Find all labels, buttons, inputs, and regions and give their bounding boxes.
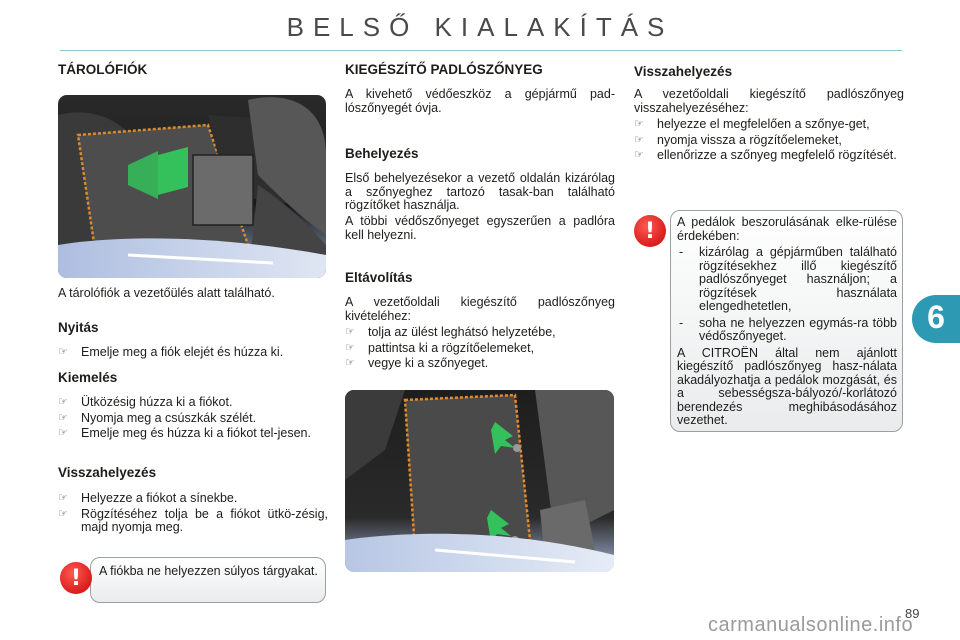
list-item: ☞ Rögzítéséhez tolja be a fiókot ütkö-zésig, majd nyomja meg. xyxy=(58,506,328,534)
storage-drawer-heading: TÁROLÓFIÓK xyxy=(58,62,148,77)
page-number: 89 xyxy=(905,606,920,621)
exclamation-icon: ! xyxy=(634,215,666,247)
pedal-warning-text xyxy=(677,216,897,428)
floor-mat-illustration xyxy=(345,390,614,572)
storage-drawer-caption: A tárolófiók a vezetőülés alatt található. xyxy=(58,286,275,300)
fitting-heading: Behelyezés xyxy=(345,146,419,161)
chapter-number: 6 xyxy=(927,299,945,335)
pointing-hand-icon: ☞ xyxy=(634,118,644,130)
refit-heading: Visszahelyezés xyxy=(58,465,157,480)
refit-mat-list xyxy=(634,118,904,165)
list-item: ☞ Helyezze a fiókot a sínekbe. xyxy=(58,491,238,505)
refit-list xyxy=(58,492,328,537)
refit-mat-heading: Visszahelyezés xyxy=(634,64,733,79)
removal-list xyxy=(58,396,328,443)
list-item: ☞ vegye ki a szőnyeget. xyxy=(345,356,489,370)
page-title: BELSŐ KIALAKÍTÁS xyxy=(286,12,674,42)
list-item: ☞ helyezze el megfelelően a szőnye-get, xyxy=(634,117,870,131)
fitting-text-2: A többi védőszőnyeget egyszerűen a padlóra kell helyezni. xyxy=(345,214,615,242)
list-item: ☞ Nyomja meg a csúszkák szélét. xyxy=(58,410,257,425)
pointing-hand-icon: ☞ xyxy=(345,326,355,338)
pointing-hand-icon: ☞ xyxy=(58,507,68,520)
watermark: carmanualsonline.info xyxy=(708,614,914,636)
pedal-warning-note: A CITROËN által nem ajánlott kiegészítő padlószőnyeg hasz-nálata akadályozhatja a pedálok mozgását, és a sebességsza-bályozó/-korlátozó berendezés meghibásodásához vezethet. xyxy=(677,345,897,427)
floor-mat-heading: KIEGÉSZÍTŐ PADLÓSZŐNYEG xyxy=(345,62,543,77)
chapter-tab xyxy=(912,295,960,343)
fitting-text-1: Első behelyezésekor a vezető oldalán kizárólag a szőnyeghez tartozó tasak-ban található rögzítőket használja. xyxy=(345,171,615,212)
removal-heading: Kiemelés xyxy=(58,370,118,385)
pointing-hand-icon: ☞ xyxy=(58,346,68,358)
pointing-hand-icon: ☞ xyxy=(345,341,355,354)
list-item: - soha ne helyezzen egymás-ra több védőszőnyeget. xyxy=(679,315,897,343)
pointing-hand-icon: ☞ xyxy=(58,396,68,408)
pointing-hand-icon: ☞ xyxy=(634,133,644,146)
mat-removal-list xyxy=(345,326,615,373)
list-item: ☞ Emelje meg és húzza ki a fiókot tel-jesen. xyxy=(58,426,311,440)
list-item: ☞ tolja az ülést leghátsó helyzetébe, xyxy=(345,325,556,339)
floor-mat-photo xyxy=(345,390,614,572)
list-item: ☞ Emelje meg a fiók elejét és húzza ki. xyxy=(58,345,284,359)
list-item: ☞ ellenőrizze a szőnyeg megfelelő rögzítését. xyxy=(634,148,897,162)
opening-heading: Nyitás xyxy=(58,320,99,335)
mat-removal-intro: A vezetőoldali kiegészítő padlószőnyeg kivételéhez: xyxy=(345,295,615,323)
drawer-illustration xyxy=(58,95,326,278)
floor-mat-intro: A kivehető védőeszköz a gépjármű pad-lószőnyegét óvja. xyxy=(345,87,615,115)
pointing-hand-icon: ☞ xyxy=(58,411,68,424)
list-item: ☞ Ütközésig húzza ki a fiókot. xyxy=(58,395,233,409)
list-item: ☞ pattintsa ki a rögzítőelemeket, xyxy=(345,340,535,355)
pointing-hand-icon: ☞ xyxy=(345,357,355,369)
refit-mat-intro: A vezetőoldali kiegészítő padlószőnyeg visszahelyezéséhez: xyxy=(634,87,904,115)
storage-drawer-photo xyxy=(58,95,326,278)
title-divider xyxy=(60,50,902,51)
pointing-hand-icon: ☞ xyxy=(58,427,68,439)
pedal-warning-intro: A pedálok beszorulásának elke-rülése érdekében: xyxy=(677,215,897,243)
drawer-warning-text: A fiókba ne helyezzen súlyos tárgyakat. xyxy=(99,564,318,578)
list-item: - kizárólag a gépjárműben található rögzítésekhez illő kiegészítő padlószőnyeget használjon; a rögzítések használata elengedhetetlen, xyxy=(679,245,897,313)
mat-removal-heading: Eltávolítás xyxy=(345,270,413,285)
opening-list xyxy=(58,346,328,362)
pointing-hand-icon: ☞ xyxy=(58,492,68,504)
pointing-hand-icon: ☞ xyxy=(634,149,644,161)
exclamation-icon: ! xyxy=(60,562,92,594)
list-item: ☞ nyomja vissza a rögzítőelemeket, xyxy=(634,132,842,147)
storage-drawer-column xyxy=(58,62,328,87)
